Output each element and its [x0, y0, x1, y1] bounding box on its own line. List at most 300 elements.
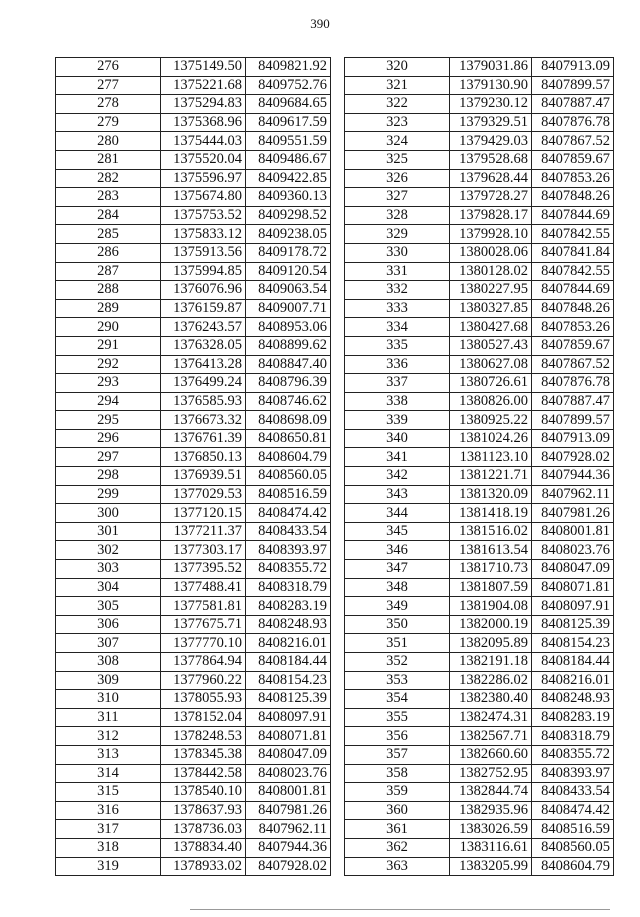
y-coordinate-cell: 8408650.81	[246, 429, 331, 448]
point-number-cell: 305	[56, 597, 161, 616]
table-row	[345, 243, 614, 262]
y-coordinate-cell: 8408047.09	[246, 745, 331, 764]
table-row	[56, 801, 331, 820]
x-coordinate-cell: 1382286.02	[450, 671, 532, 690]
y-coordinate-cell: 8408023.76	[246, 764, 331, 783]
point-number-cell: 322	[345, 95, 450, 114]
table-row	[345, 764, 614, 783]
table-row	[345, 690, 614, 709]
table-row	[56, 169, 331, 188]
point-number-cell: 284	[56, 206, 161, 225]
table-row	[56, 690, 331, 709]
table-row	[345, 58, 614, 77]
table-row	[345, 671, 614, 690]
x-coordinate-cell: 1381418.19	[450, 504, 532, 523]
x-coordinate-cell: 1378736.03	[161, 820, 246, 839]
table-row	[345, 838, 614, 857]
x-coordinate-cell: 1382567.71	[450, 727, 532, 746]
x-coordinate-cell: 1382191.18	[450, 653, 532, 672]
y-coordinate-cell: 8408097.91	[532, 597, 614, 616]
point-number-cell: 327	[345, 188, 450, 207]
table-row	[56, 355, 331, 374]
point-number-cell: 338	[345, 392, 450, 411]
point-number-cell: 301	[56, 522, 161, 541]
y-coordinate-cell: 8407876.78	[532, 113, 614, 132]
table-row	[345, 634, 614, 653]
table-row	[56, 708, 331, 727]
y-coordinate-cell: 8407841.84	[532, 243, 614, 262]
y-coordinate-cell: 8408184.44	[532, 653, 614, 672]
table-row	[56, 838, 331, 857]
y-coordinate-cell: 8407887.47	[532, 392, 614, 411]
point-number-cell: 314	[56, 764, 161, 783]
coordinates-table-left-body	[56, 58, 331, 876]
table-row	[345, 801, 614, 820]
y-coordinate-cell: 8407899.57	[532, 411, 614, 430]
table-row	[345, 113, 614, 132]
table-row	[56, 504, 331, 523]
x-coordinate-cell: 1383205.99	[450, 857, 532, 876]
x-coordinate-cell: 1379130.90	[450, 76, 532, 95]
x-coordinate-cell: 1381807.59	[450, 578, 532, 597]
point-number-cell: 282	[56, 169, 161, 188]
y-coordinate-cell: 8408071.81	[532, 578, 614, 597]
point-number-cell: 310	[56, 690, 161, 709]
y-coordinate-cell: 8407853.26	[532, 318, 614, 337]
y-coordinate-cell: 8409360.13	[246, 188, 331, 207]
table-row	[345, 745, 614, 764]
y-coordinate-cell: 8407944.36	[532, 467, 614, 486]
y-coordinate-cell: 8408318.79	[246, 578, 331, 597]
y-coordinate-cell: 8409238.05	[246, 225, 331, 244]
table-row	[345, 225, 614, 244]
y-coordinate-cell: 8407844.69	[532, 206, 614, 225]
x-coordinate-cell: 1376673.32	[161, 411, 246, 430]
x-coordinate-cell: 1376243.57	[161, 318, 246, 337]
x-coordinate-cell: 1377864.94	[161, 653, 246, 672]
table-row	[56, 113, 331, 132]
table-row	[56, 485, 331, 504]
y-coordinate-cell: 8408125.39	[532, 615, 614, 634]
y-coordinate-cell: 8407842.55	[532, 262, 614, 281]
point-number-cell: 354	[345, 690, 450, 709]
point-number-cell: 320	[345, 58, 450, 77]
x-coordinate-cell: 1376159.87	[161, 299, 246, 318]
point-number-cell: 291	[56, 336, 161, 355]
point-number-cell: 293	[56, 374, 161, 393]
table-row	[345, 727, 614, 746]
table-row	[56, 671, 331, 690]
table-row	[345, 76, 614, 95]
table-row	[345, 708, 614, 727]
table-row	[56, 745, 331, 764]
y-coordinate-cell: 8409422.85	[246, 169, 331, 188]
table-row	[345, 262, 614, 281]
point-number-cell: 295	[56, 411, 161, 430]
x-coordinate-cell: 1380227.95	[450, 281, 532, 300]
y-coordinate-cell: 8407848.26	[532, 188, 614, 207]
x-coordinate-cell: 1379528.68	[450, 150, 532, 169]
y-coordinate-cell: 8408746.62	[246, 392, 331, 411]
table-row	[56, 132, 331, 151]
x-coordinate-cell: 1381320.09	[450, 485, 532, 504]
y-coordinate-cell: 8408355.72	[532, 745, 614, 764]
point-number-cell: 342	[345, 467, 450, 486]
y-coordinate-cell: 8408899.62	[246, 336, 331, 355]
x-coordinate-cell: 1379828.17	[450, 206, 532, 225]
x-coordinate-cell: 1381221.71	[450, 467, 532, 486]
y-coordinate-cell: 8408318.79	[532, 727, 614, 746]
y-coordinate-cell: 8408516.59	[532, 820, 614, 839]
table-row	[345, 485, 614, 504]
y-coordinate-cell: 8408433.54	[246, 522, 331, 541]
x-coordinate-cell: 1381024.26	[450, 429, 532, 448]
table-row	[56, 225, 331, 244]
x-coordinate-cell: 1377960.22	[161, 671, 246, 690]
x-coordinate-cell: 1382000.19	[450, 615, 532, 634]
y-coordinate-cell: 8408071.81	[246, 727, 331, 746]
table-row	[56, 318, 331, 337]
point-number-cell: 279	[56, 113, 161, 132]
point-number-cell: 343	[345, 485, 450, 504]
y-coordinate-cell: 8408125.39	[246, 690, 331, 709]
x-coordinate-cell: 1375833.12	[161, 225, 246, 244]
point-number-cell: 313	[56, 745, 161, 764]
table-row	[56, 820, 331, 839]
point-number-cell: 350	[345, 615, 450, 634]
x-coordinate-cell: 1382935.96	[450, 801, 532, 820]
x-coordinate-cell: 1381904.08	[450, 597, 532, 616]
point-number-cell: 328	[345, 206, 450, 225]
x-coordinate-cell: 1379329.51	[450, 113, 532, 132]
table-row	[56, 522, 331, 541]
point-number-cell: 337	[345, 374, 450, 393]
x-coordinate-cell: 1377211.37	[161, 522, 246, 541]
point-number-cell: 356	[345, 727, 450, 746]
bottom-divider	[190, 909, 610, 910]
point-number-cell: 335	[345, 336, 450, 355]
point-number-cell: 299	[56, 485, 161, 504]
point-number-cell: 323	[345, 113, 450, 132]
point-number-cell: 311	[56, 708, 161, 727]
x-coordinate-cell: 1380925.22	[450, 411, 532, 430]
table-row	[56, 188, 331, 207]
y-coordinate-cell: 8407913.09	[532, 429, 614, 448]
x-coordinate-cell: 1378834.40	[161, 838, 246, 857]
point-number-cell: 304	[56, 578, 161, 597]
table-row	[56, 150, 331, 169]
x-coordinate-cell: 1380128.02	[450, 262, 532, 281]
point-number-cell: 306	[56, 615, 161, 634]
x-coordinate-cell: 1376761.39	[161, 429, 246, 448]
table-row	[56, 392, 331, 411]
table-row	[345, 504, 614, 523]
table-row	[56, 429, 331, 448]
point-number-cell: 315	[56, 783, 161, 802]
x-coordinate-cell: 1377395.52	[161, 560, 246, 579]
y-coordinate-cell: 8407928.02	[246, 857, 331, 876]
x-coordinate-cell: 1382095.89	[450, 634, 532, 653]
y-coordinate-cell: 8407859.67	[532, 150, 614, 169]
table-row	[56, 336, 331, 355]
point-number-cell: 325	[345, 150, 450, 169]
point-number-cell: 361	[345, 820, 450, 839]
x-coordinate-cell: 1381123.10	[450, 448, 532, 467]
coordinates-table-right-body	[345, 58, 614, 876]
table-row	[56, 262, 331, 281]
point-number-cell: 363	[345, 857, 450, 876]
point-number-cell: 341	[345, 448, 450, 467]
point-number-cell: 308	[56, 653, 161, 672]
point-number-cell: 331	[345, 262, 450, 281]
x-coordinate-cell: 1379928.10	[450, 225, 532, 244]
table-row	[56, 76, 331, 95]
y-coordinate-cell: 8407848.26	[532, 299, 614, 318]
table-row	[345, 281, 614, 300]
y-coordinate-cell: 8408393.97	[246, 541, 331, 560]
y-coordinate-cell: 8408474.42	[532, 801, 614, 820]
x-coordinate-cell: 1380627.08	[450, 355, 532, 374]
x-coordinate-cell: 1379728.27	[450, 188, 532, 207]
table-row	[345, 169, 614, 188]
x-coordinate-cell: 1379230.12	[450, 95, 532, 114]
table-row	[56, 597, 331, 616]
x-coordinate-cell: 1375149.50	[161, 58, 246, 77]
point-number-cell: 346	[345, 541, 450, 560]
x-coordinate-cell: 1379628.44	[450, 169, 532, 188]
y-coordinate-cell: 8407899.57	[532, 76, 614, 95]
point-number-cell: 318	[56, 838, 161, 857]
table-row	[56, 615, 331, 634]
x-coordinate-cell: 1378152.04	[161, 708, 246, 727]
table-row	[56, 727, 331, 746]
x-coordinate-cell: 1376850.13	[161, 448, 246, 467]
x-coordinate-cell: 1378055.93	[161, 690, 246, 709]
point-number-cell: 326	[345, 169, 450, 188]
y-coordinate-cell: 8409007.71	[246, 299, 331, 318]
y-coordinate-cell: 8409063.54	[246, 281, 331, 300]
x-coordinate-cell: 1377770.10	[161, 634, 246, 653]
point-number-cell: 336	[345, 355, 450, 374]
point-number-cell: 292	[56, 355, 161, 374]
table-row	[345, 206, 614, 225]
point-number-cell: 330	[345, 243, 450, 262]
point-number-cell: 285	[56, 225, 161, 244]
y-coordinate-cell: 8409684.65	[246, 95, 331, 114]
x-coordinate-cell: 1382752.95	[450, 764, 532, 783]
table-row	[56, 374, 331, 393]
point-number-cell: 276	[56, 58, 161, 77]
y-coordinate-cell: 8407928.02	[532, 448, 614, 467]
table-row	[56, 634, 331, 653]
y-coordinate-cell: 8408953.06	[246, 318, 331, 337]
x-coordinate-cell: 1378248.53	[161, 727, 246, 746]
x-coordinate-cell: 1377120.15	[161, 504, 246, 523]
table-row	[56, 857, 331, 876]
point-number-cell: 303	[56, 560, 161, 579]
x-coordinate-cell: 1376499.24	[161, 374, 246, 393]
y-coordinate-cell: 8408184.44	[246, 653, 331, 672]
x-coordinate-cell: 1380427.68	[450, 318, 532, 337]
point-number-cell: 357	[345, 745, 450, 764]
point-number-cell: 349	[345, 597, 450, 616]
y-coordinate-cell: 8408023.76	[532, 541, 614, 560]
point-number-cell: 278	[56, 95, 161, 114]
x-coordinate-cell: 1375520.04	[161, 150, 246, 169]
table-row	[345, 597, 614, 616]
y-coordinate-cell: 8407867.52	[532, 132, 614, 151]
x-coordinate-cell: 1380826.00	[450, 392, 532, 411]
point-number-cell: 312	[56, 727, 161, 746]
point-number-cell: 324	[345, 132, 450, 151]
x-coordinate-cell: 1376076.96	[161, 281, 246, 300]
point-number-cell: 319	[56, 857, 161, 876]
x-coordinate-cell: 1382380.40	[450, 690, 532, 709]
y-coordinate-cell: 8408516.59	[246, 485, 331, 504]
y-coordinate-cell: 8408216.01	[532, 671, 614, 690]
y-coordinate-cell: 8409551.59	[246, 132, 331, 151]
point-number-cell: 290	[56, 318, 161, 337]
point-number-cell: 355	[345, 708, 450, 727]
y-coordinate-cell: 8407842.55	[532, 225, 614, 244]
y-coordinate-cell: 8408283.19	[532, 708, 614, 727]
table-row	[345, 429, 614, 448]
table-row	[345, 615, 614, 634]
x-coordinate-cell: 1378637.93	[161, 801, 246, 820]
table-row	[345, 411, 614, 430]
y-coordinate-cell: 8407859.67	[532, 336, 614, 355]
table-row	[56, 281, 331, 300]
y-coordinate-cell: 8407844.69	[532, 281, 614, 300]
y-coordinate-cell: 8409120.54	[246, 262, 331, 281]
y-coordinate-cell: 8408001.81	[532, 522, 614, 541]
y-coordinate-cell: 8409178.72	[246, 243, 331, 262]
table-row	[345, 522, 614, 541]
table-row	[345, 448, 614, 467]
table-row	[345, 541, 614, 560]
x-coordinate-cell: 1375294.83	[161, 95, 246, 114]
x-coordinate-cell: 1382844.74	[450, 783, 532, 802]
table-row	[56, 243, 331, 262]
x-coordinate-cell: 1375913.56	[161, 243, 246, 262]
y-coordinate-cell: 8409298.52	[246, 206, 331, 225]
y-coordinate-cell: 8407853.26	[532, 169, 614, 188]
y-coordinate-cell: 8408248.93	[532, 690, 614, 709]
point-number-cell: 359	[345, 783, 450, 802]
x-coordinate-cell: 1375368.96	[161, 113, 246, 132]
x-coordinate-cell: 1377029.53	[161, 485, 246, 504]
y-coordinate-cell: 8408796.39	[246, 374, 331, 393]
point-number-cell: 296	[56, 429, 161, 448]
point-number-cell: 353	[345, 671, 450, 690]
y-coordinate-cell: 8408560.05	[532, 838, 614, 857]
point-number-cell: 298	[56, 467, 161, 486]
y-coordinate-cell: 8408047.09	[532, 560, 614, 579]
y-coordinate-cell: 8408248.93	[246, 615, 331, 634]
point-number-cell: 332	[345, 281, 450, 300]
x-coordinate-cell: 1381710.73	[450, 560, 532, 579]
table-row	[56, 764, 331, 783]
point-number-cell: 309	[56, 671, 161, 690]
point-number-cell: 347	[345, 560, 450, 579]
table-row	[56, 783, 331, 802]
x-coordinate-cell: 1377675.71	[161, 615, 246, 634]
y-coordinate-cell: 8408604.79	[532, 857, 614, 876]
y-coordinate-cell: 8408433.54	[532, 783, 614, 802]
y-coordinate-cell: 8407981.26	[532, 504, 614, 523]
table-row	[345, 578, 614, 597]
table-row	[56, 299, 331, 318]
y-coordinate-cell: 8408393.97	[532, 764, 614, 783]
x-coordinate-cell: 1376328.05	[161, 336, 246, 355]
table-row	[345, 467, 614, 486]
y-coordinate-cell: 8409617.59	[246, 113, 331, 132]
point-number-cell: 288	[56, 281, 161, 300]
x-coordinate-cell: 1376939.51	[161, 467, 246, 486]
point-number-cell: 307	[56, 634, 161, 653]
y-coordinate-cell: 8408097.91	[246, 708, 331, 727]
table-row	[345, 132, 614, 151]
table-row	[56, 58, 331, 77]
point-number-cell: 297	[56, 448, 161, 467]
table-row	[56, 560, 331, 579]
y-coordinate-cell: 8407913.09	[532, 58, 614, 77]
table-row	[345, 653, 614, 672]
y-coordinate-cell: 8408154.23	[532, 634, 614, 653]
y-coordinate-cell: 8408355.72	[246, 560, 331, 579]
point-number-cell: 334	[345, 318, 450, 337]
point-number-cell: 362	[345, 838, 450, 857]
x-coordinate-cell: 1375994.85	[161, 262, 246, 281]
x-coordinate-cell: 1375674.80	[161, 188, 246, 207]
point-number-cell: 294	[56, 392, 161, 411]
x-coordinate-cell: 1375596.97	[161, 169, 246, 188]
point-number-cell: 329	[345, 225, 450, 244]
y-coordinate-cell: 8407962.11	[532, 485, 614, 504]
y-coordinate-cell: 8408847.40	[246, 355, 331, 374]
x-coordinate-cell: 1380726.61	[450, 374, 532, 393]
table-row	[345, 820, 614, 839]
page-number: 390	[310, 16, 330, 31]
table-row	[56, 206, 331, 225]
y-coordinate-cell: 8407981.26	[246, 801, 331, 820]
y-coordinate-cell: 8408283.19	[246, 597, 331, 616]
table-row	[345, 336, 614, 355]
table-row	[56, 467, 331, 486]
y-coordinate-cell: 8408154.23	[246, 671, 331, 690]
y-coordinate-cell: 8409486.67	[246, 150, 331, 169]
table-row	[345, 150, 614, 169]
table-row	[345, 355, 614, 374]
y-coordinate-cell: 8408216.01	[246, 634, 331, 653]
table-row	[345, 560, 614, 579]
y-coordinate-cell: 8408560.05	[246, 467, 331, 486]
point-number-cell: 344	[345, 504, 450, 523]
point-number-cell: 333	[345, 299, 450, 318]
point-number-cell: 287	[56, 262, 161, 281]
point-number-cell: 340	[345, 429, 450, 448]
x-coordinate-cell: 1379031.86	[450, 58, 532, 77]
x-coordinate-cell: 1380028.06	[450, 243, 532, 262]
y-coordinate-cell: 8408474.42	[246, 504, 331, 523]
x-coordinate-cell: 1376585.93	[161, 392, 246, 411]
y-coordinate-cell: 8407887.47	[532, 95, 614, 114]
x-coordinate-cell: 1378345.38	[161, 745, 246, 764]
x-coordinate-cell: 1381613.54	[450, 541, 532, 560]
point-number-cell: 317	[56, 820, 161, 839]
table-row	[56, 653, 331, 672]
x-coordinate-cell: 1378540.10	[161, 783, 246, 802]
